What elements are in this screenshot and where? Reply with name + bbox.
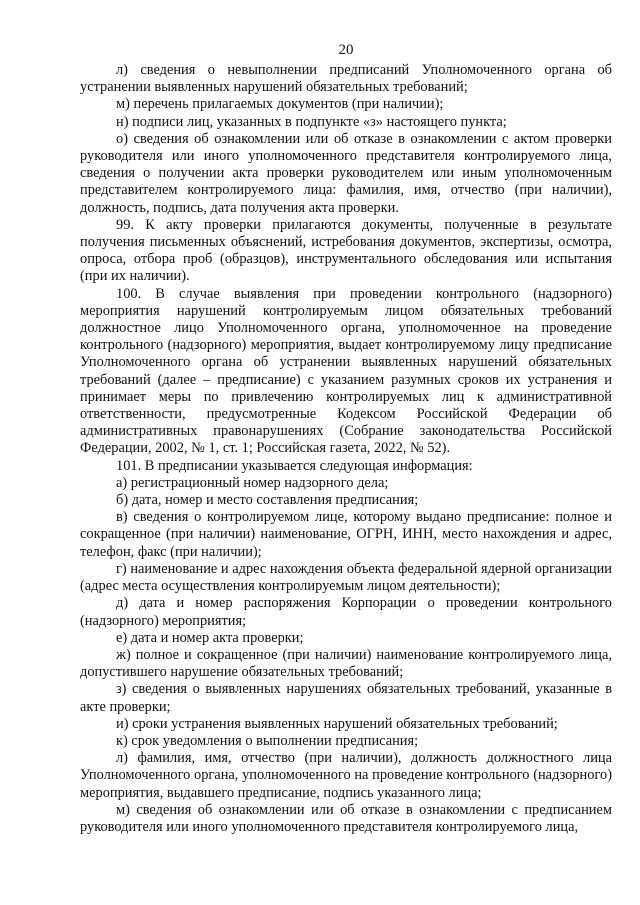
paragraph-item-m-acquaintance: м) сведения об ознакомлении или об отказе в ознакомлении с предписанием руководителя или иного уполномоченного представителя контролируемого лица, xyxy=(80,801,612,835)
paragraph-item-a: а) регистрационный номер надзорного дела; xyxy=(116,474,389,491)
paragraph-item-v: в) сведения о контролируемом лице, которому выдано предписание: полное и сокращенное (при наличии) наименование, ОГРН, ИНН, место нахождения и адрес, телефон, факс (при наличии); xyxy=(80,509,612,560)
paragraph-item-b: б) дата, номер и место составления предписания; xyxy=(116,492,419,509)
paragraph-item-zh: ж) полное и сокращенное (при наличии) наименование контролируемого лица, допустившего нарушение обязательных требований; xyxy=(80,646,612,681)
paragraph-item-e: е) дата и номер акта проверки; xyxy=(116,629,304,646)
paragraph-clause-101: 101. В предписании указывается следующая информация: xyxy=(116,457,473,474)
paragraph-item-o-acquaintance: о) сведения об ознакомлении или об отказе в ознакомлении с актом проверки руководителя или иного уполномоченного представителя контролируемого лица, сведения о получении акта проверки руководителем или иным уполномоченным представителем контролируемого лица: фамилия, имя, отчество (при наличии), должность, подпись, дата получения акта проверки. xyxy=(80,130,612,216)
document-body xyxy=(80,62,612,836)
page-number: 20 xyxy=(338,42,354,58)
paragraph-clause-99: 99. К акту проверки прилагаются документы, полученные в результате получения письменных объяснений, истребования документов, экспертизы, осмотра, опроса, отбора проб (образцов), инструментального обследования или испытания (при их наличии). xyxy=(80,216,612,285)
paragraph-item-l-non-compliance: л) сведения о невыполнении предписаний Уполномоченного органа об устранении выявленных нарушений обязательных требований; xyxy=(80,62,612,96)
paragraph-item-m-attached-docs: м) перечень прилагаемых документов (при наличии); xyxy=(116,96,444,113)
paragraph-clause-100: 100. В случае выявления при проведении контрольного (надзорного) мероприятия нарушений контролируемым лицом обязательных требований должностное лицо Уполномоченного органа, уполномоченное на проведение контрольного (надзорного) мероприятия, выдает контролируемому лицу предписание Уполномоченного органа об устранении выявленных нарушений обязательных требований (далее – предписание) с указанием разумных сроков их устранения и принимает меры по привлечению контролируемых лиц к административной ответственности, предусмотренные Кодексом Российской Федерации об административных правонарушениях (Собрание законодательства Российской Федерации, 2002, № 1, ст. 1; Российская газета, 2022, № 52). xyxy=(80,285,612,457)
paragraph-item-z: з) сведения о выявленных нарушениях обязательных требований, указанные в акте проверки; xyxy=(80,681,612,715)
paragraph-item-k: к) срок уведомления о выполнении предписания; xyxy=(116,732,419,749)
document-page xyxy=(80,0,612,905)
paragraph-item-d: д) дата и номер распоряжения Корпорации о проведении контрольного (надзорного) мероприятия; xyxy=(80,595,612,629)
paragraph-item-g: г) наименование и адрес нахождения объекта федеральной ядерной организации (адрес места осуществления контролируемым лицом деятельности); xyxy=(80,560,612,595)
paragraph-item-n-signatures: н) подписи лиц, указанных в подпункте «з» настоящего пункта; xyxy=(116,113,507,130)
paragraph-item-i: и) сроки устранения выявленных нарушений обязательных требований; xyxy=(116,715,558,732)
paragraph-item-l-official: л) фамилия, имя, отчество (при наличии), должность должностного лица Уполномоченного органа, уполномоченного на проведение контрольного (надзорного) мероприятия, выдавшего предписание, подпись указанного лица; xyxy=(80,750,612,801)
